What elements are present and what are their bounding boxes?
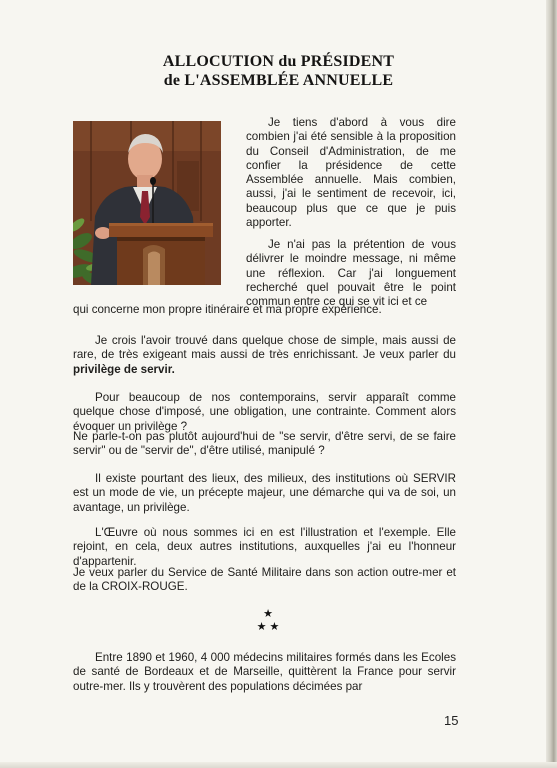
page-title-line-1: ALLOCUTION du PRÉSIDENT bbox=[162, 53, 395, 70]
page-number: 15 bbox=[444, 713, 459, 728]
paragraph-6-continued: Je veux parler du Service de Santé Militaire dans son action outre-mer et de la CROIX-ROUGE. bbox=[73, 566, 456, 594]
paragraph-5: Il existe pourtant des lieux, des milieux, des institutions où SERVIR est un mode de vie, un précepte majeur, une démarche qui va de soi, un avantage, un privilège. bbox=[73, 472, 456, 514]
paragraph-7: Entre 1890 et 1960, 4 000 médecins militaires formés dans les Ecoles de santé de Bordeaux et de Marseille, quittèrent la France pour servir outre-mer. Ils y trouvèrent des populations décimées par bbox=[73, 651, 456, 693]
paragraph-4: Pour beaucoup de nos contemporains, servir apparaît comme quelque chose d'imposé, une obligation, une contrainte. Comment alors évoquer un privilège ? bbox=[73, 391, 456, 433]
privilege-emphasis: privilège de servir. bbox=[73, 362, 175, 376]
paragraph-1: Je tiens d'abord à vous dire combien j'ai été sensible à la proposition du Conseil d'Administration, de me confier la présidence de cette Assemblée annuelle. Mais combien, aussi, j'ai le sentiment de recevoir, ici, beaucoup plus que ce que je puis apporter. bbox=[246, 116, 456, 230]
paragraph-2: Je n'ai pas la prétention de vous délivrer le moindre message, ni même une réflexion. Car j'ai longuement recherché quel pouvait être le point commun entre ce qui se vit ici et ce bbox=[246, 238, 456, 309]
page-bottom-edge bbox=[0, 762, 557, 768]
page-edge bbox=[546, 0, 557, 768]
separator-stars-bottom: ★ ★ bbox=[256, 621, 280, 633]
paragraph-4-continued: Ne parle-t-on pas plutôt aujourd'hui de "se servir, d'être servi, de se faire servir" ou de "servir de", d'être utilisé, manipulé ? bbox=[73, 430, 456, 458]
paragraph-3: Je crois l'avoir trouvé dans quelque chose de simple, mais aussi de rare, de très exigeant mais aussi de très enrichissant. Je veux parler du privilège de servir. bbox=[73, 334, 456, 376]
speaker-photo bbox=[73, 121, 221, 285]
page-title-line-2: de L'ASSEMBLÉE ANNUELLE bbox=[163, 72, 394, 89]
paragraph-2-continued: qui concerne mon propre itinéraire et ma propre expérience. bbox=[73, 303, 382, 316]
separator-star-top: ★ bbox=[263, 608, 273, 620]
paragraph-6: L'Œuvre où nous sommes ici en est l'illustration et l'exemple. Elle rejoint, en cela, deux autres institutions, auxquelles j'ai eu l'honneur d'appartenir. bbox=[73, 526, 456, 568]
